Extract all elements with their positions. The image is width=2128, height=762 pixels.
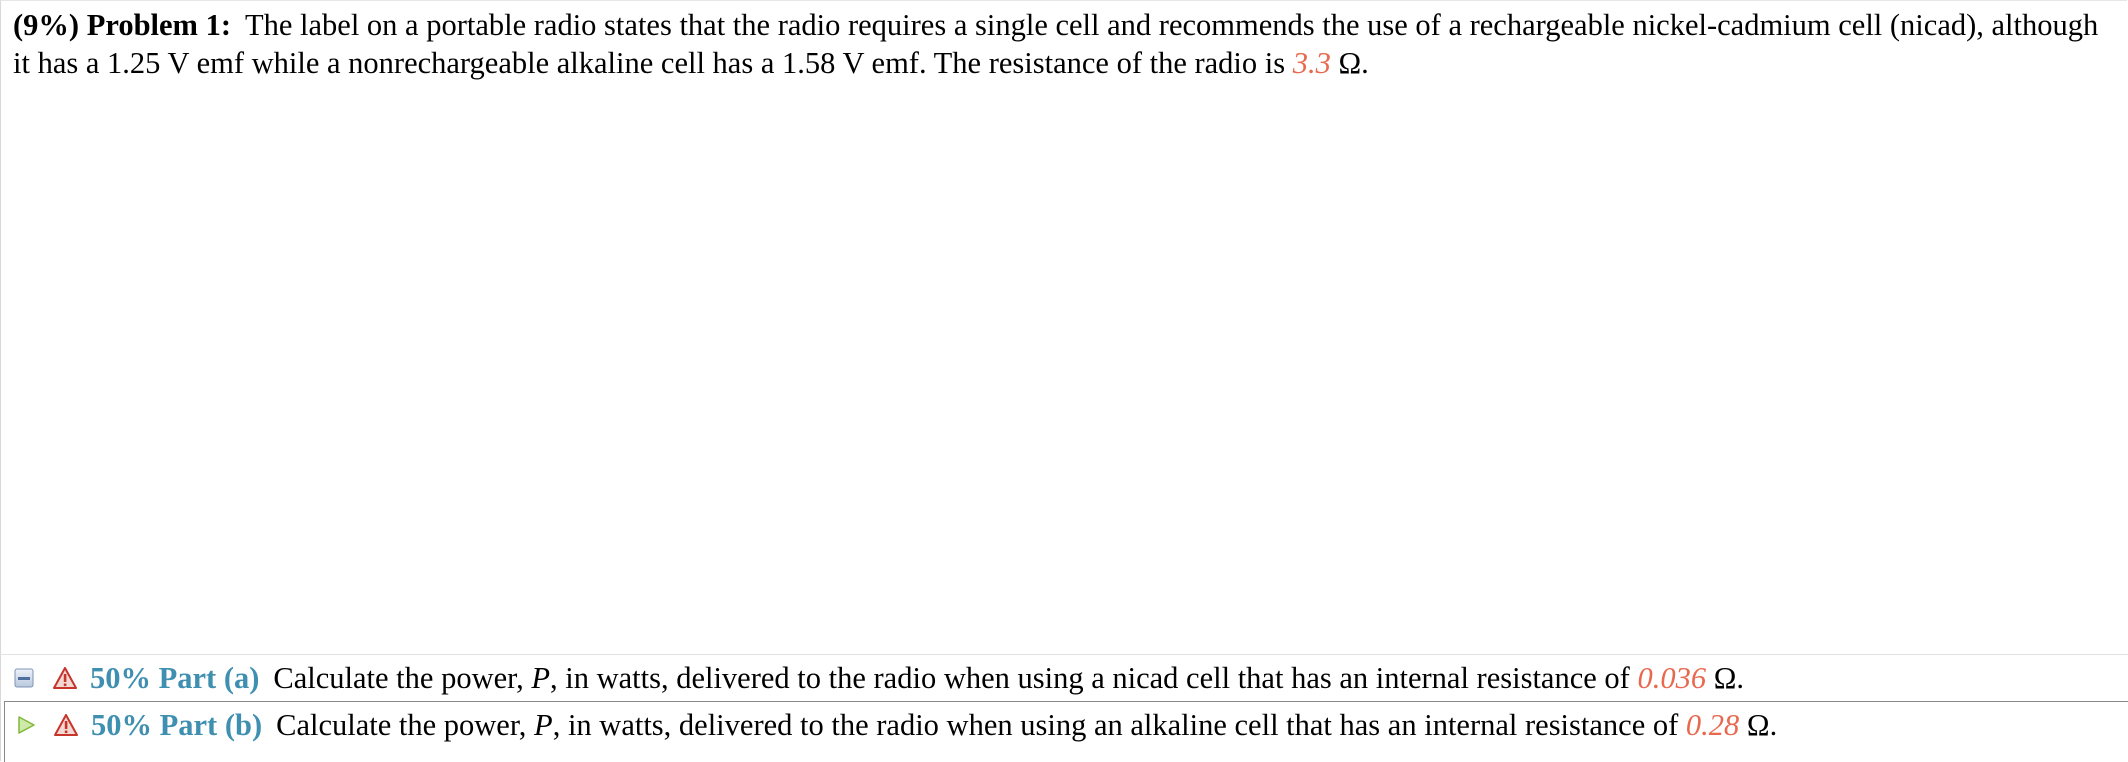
warning-icon <box>53 655 77 701</box>
part-a-heading[interactable]: 50% Part (a) <box>90 661 260 695</box>
part-a-text-2: , in watts, delivered to the radio when using a nicad cell that has an internal resistance of <box>549 661 1638 695</box>
part-a-text <box>90 655 1744 701</box>
part-a-row[interactable] <box>0 654 2128 701</box>
part-b-variable: P <box>534 708 553 742</box>
part-a-unit: Ω. <box>1706 661 1744 695</box>
part-b-text <box>91 702 1777 748</box>
warning-icon <box>54 702 78 748</box>
part-b-row[interactable] <box>4 701 2128 762</box>
problem-weight: (9%) <box>13 8 80 42</box>
part-b-text-1: Calculate the power, <box>276 708 535 742</box>
problem-label: Problem 1: <box>86 8 231 42</box>
part-b-unit: Ω. <box>1739 708 1778 742</box>
part-a-text-1: Calculate the power, <box>273 661 532 695</box>
part-a-resistance-value: 0.036 <box>1637 661 1707 695</box>
problem-text: The label on a portable radio states that the radio requires a single cell and recommends the use of a rechargeable nickel-cadmium cell (nicad), although it has a 1.25 V emf while a nonrechargeable alkaline cell has a 1.58 V emf. The resistance of the radio is <box>13 8 2099 80</box>
minus-box-icon[interactable] <box>14 655 34 701</box>
part-a-variable: P <box>531 661 550 695</box>
problem-statement <box>13 6 2113 82</box>
part-b-text-2: , in watts, delivered to the radio when using an alkaline cell that has an internal resistance of <box>552 708 1686 742</box>
part-b-heading[interactable]: 50% Part (b) <box>91 708 263 742</box>
radio-resistance-value: 3.3 <box>1292 46 1331 80</box>
problem-text-unit: Ω. <box>1330 46 1369 80</box>
play-arrow-icon[interactable] <box>16 702 36 748</box>
part-b-resistance-value: 0.28 <box>1685 708 1740 742</box>
